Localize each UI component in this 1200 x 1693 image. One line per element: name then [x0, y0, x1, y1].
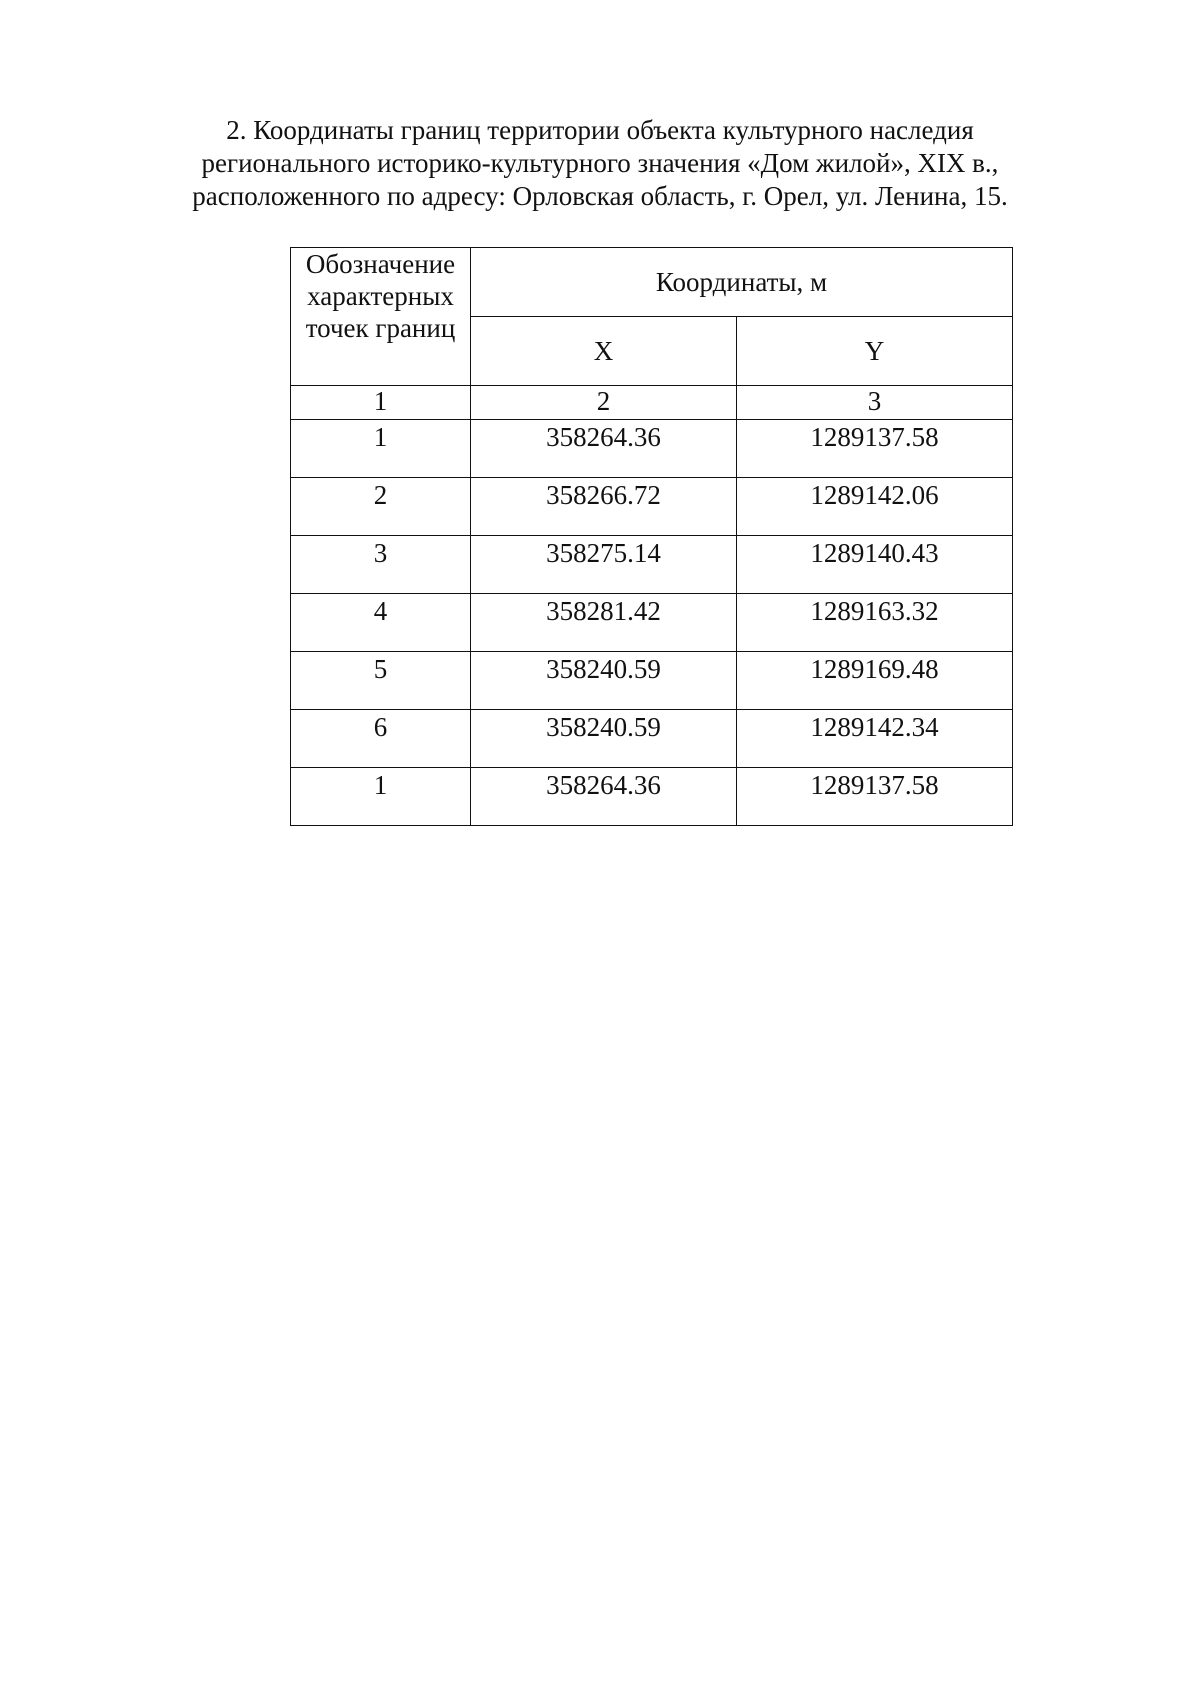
y-header: Y — [737, 317, 1013, 386]
column-number-row — [291, 386, 1013, 420]
x-cell: 358266.72 — [471, 478, 737, 536]
x-header: X — [471, 317, 737, 386]
x-cell: 358281.42 — [471, 594, 737, 652]
point-cell: 1 — [291, 420, 471, 478]
column-number: 3 — [737, 386, 1013, 420]
table-row — [291, 768, 1013, 826]
x-cell: 358240.59 — [471, 652, 737, 710]
point-cell: 5 — [291, 652, 471, 710]
heading-line-2: регионального историко-культурного значения «Дом жилой», XIX в., — [201, 148, 999, 178]
point-cell: 4 — [291, 594, 471, 652]
coordinates-header: Координаты, м — [471, 248, 1013, 317]
point-cell: 1 — [291, 768, 471, 826]
table-row — [291, 710, 1013, 768]
x-cell: 358240.59 — [471, 710, 737, 768]
coordinates-table — [290, 247, 1013, 826]
y-cell: 1289137.58 — [737, 420, 1013, 478]
column-number: 2 — [471, 386, 737, 420]
document-heading — [0, 114, 1200, 213]
y-cell: 1289140.43 — [737, 536, 1013, 594]
y-cell: 1289142.34 — [737, 710, 1013, 768]
table-row — [291, 420, 1013, 478]
x-cell: 358264.36 — [471, 768, 737, 826]
table-row — [291, 478, 1013, 536]
table-row — [291, 536, 1013, 594]
table-header-row — [291, 248, 1013, 317]
column-number: 1 — [291, 386, 471, 420]
point-designation-header: Обозначение характерных точек границ — [291, 248, 471, 386]
y-cell: 1289163.32 — [737, 594, 1013, 652]
x-cell: 358264.36 — [471, 420, 737, 478]
y-cell: 1289169.48 — [737, 652, 1013, 710]
point-cell: 2 — [291, 478, 471, 536]
x-cell: 358275.14 — [471, 536, 737, 594]
table-row — [291, 652, 1013, 710]
y-cell: 1289137.58 — [737, 768, 1013, 826]
heading-line-1: 2. Координаты границ территории объекта культурного наследия — [226, 115, 974, 145]
point-cell: 6 — [291, 710, 471, 768]
heading-line-3: расположенного по адресу: Орловская область, г. Орел, ул. Ленина, 15. — [192, 181, 1008, 211]
y-cell: 1289142.06 — [737, 478, 1013, 536]
point-cell: 3 — [291, 536, 471, 594]
table-row — [291, 594, 1013, 652]
